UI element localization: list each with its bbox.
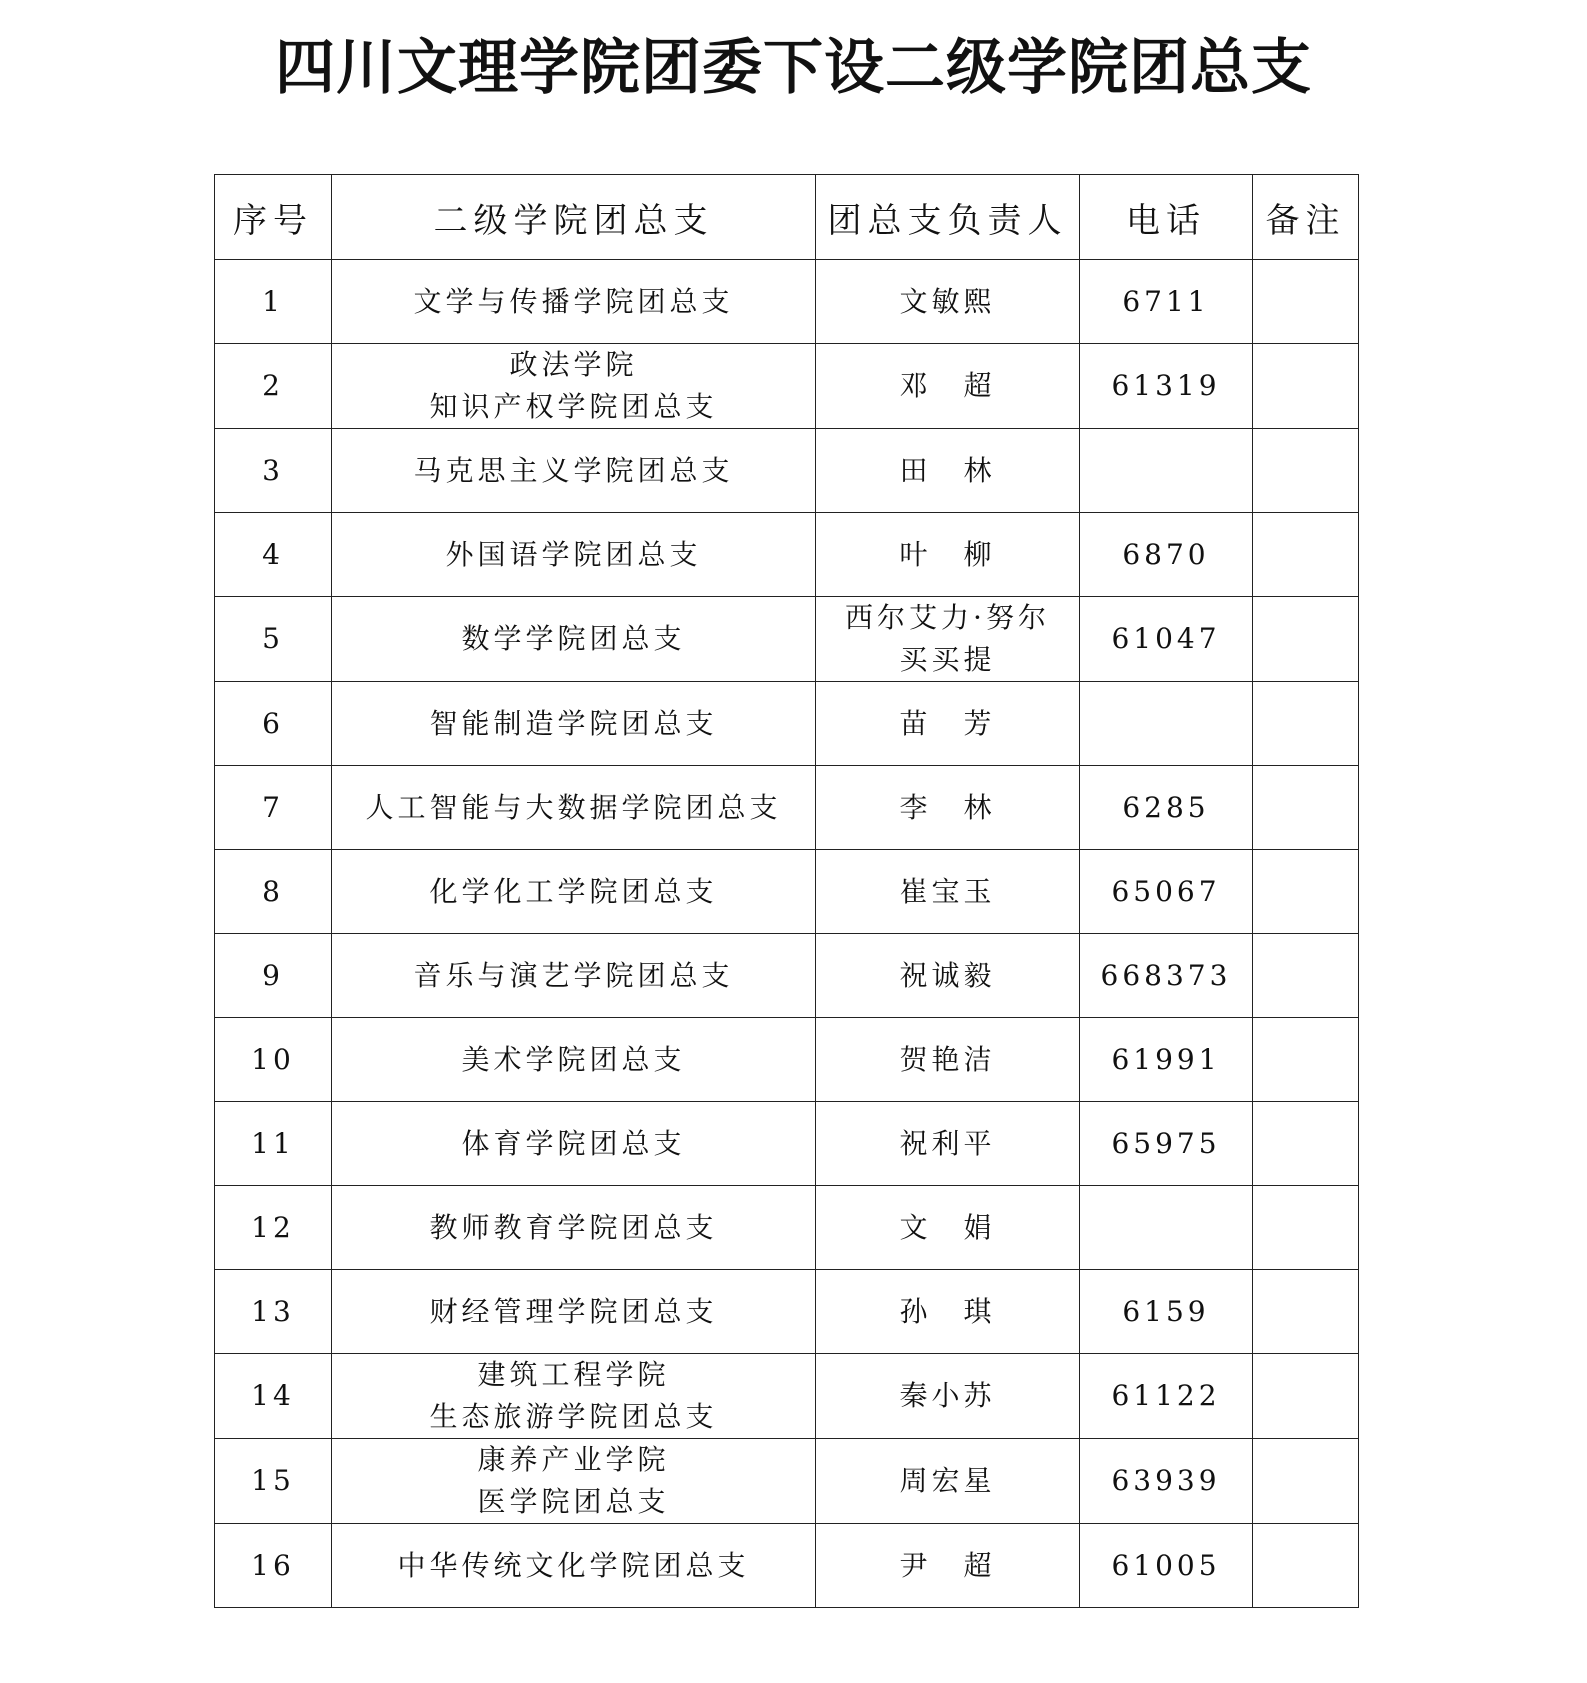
branch-name-cell — [332, 766, 816, 850]
table-row — [215, 766, 1359, 850]
table-row — [215, 850, 1359, 934]
table-row — [215, 1102, 1359, 1186]
branch-name-line: 知识产权学院团总支 — [429, 390, 718, 423]
branch-head-cell — [816, 1018, 1080, 1102]
row-number-cell: 3 — [215, 429, 332, 513]
row-number-cell: 6 — [215, 682, 332, 766]
phone-cell: 61005 — [1080, 1524, 1253, 1608]
note-cell — [1253, 260, 1359, 344]
table-row — [215, 934, 1359, 1018]
branch-head-line: 西尔艾力·努尔 — [845, 601, 1050, 634]
branch-name-line: 化学化工学院团总支 — [429, 874, 718, 908]
branch-name-line: 美术学院团总支 — [461, 1042, 686, 1076]
row-number-cell: 11 — [215, 1102, 332, 1186]
row-number-cell: 13 — [215, 1270, 332, 1354]
note-cell — [1253, 1439, 1359, 1524]
header-no: 序号 — [215, 175, 332, 260]
table-row — [215, 597, 1359, 682]
table-header-row — [215, 175, 1359, 260]
branch-head-cell — [816, 1186, 1080, 1270]
branch-name-line: 中华传统文化学院团总支 — [397, 1548, 750, 1582]
branch-head-cell — [816, 682, 1080, 766]
branch-head-line: 苗 芳 — [899, 706, 996, 740]
branch-head-line: 秦小苏 — [899, 1379, 996, 1412]
row-number-cell: 9 — [215, 934, 332, 1018]
branch-head-cell — [816, 934, 1080, 1018]
branch-name-cell — [332, 1270, 816, 1354]
row-number-cell: 4 — [215, 513, 332, 597]
header-head: 团总支负责人 — [816, 175, 1080, 260]
phone-cell: 6285 — [1080, 766, 1253, 850]
branch-name-cell — [332, 344, 816, 429]
phone-cell: 61047 — [1080, 597, 1253, 682]
branch-head-cell — [816, 1439, 1080, 1524]
phone-cell: 61991 — [1080, 1018, 1253, 1102]
branch-name-cell — [332, 597, 816, 682]
branch-head-line: 崔宝玉 — [899, 874, 996, 908]
table-row — [215, 682, 1359, 766]
table-row — [215, 1354, 1359, 1439]
branch-name-line: 音乐与演艺学院团总支 — [413, 958, 734, 992]
note-cell — [1253, 1524, 1359, 1608]
table-row — [215, 1186, 1359, 1270]
note-cell — [1253, 344, 1359, 429]
branch-name-cell — [332, 260, 816, 344]
branch-head-line: 叶 柳 — [899, 537, 996, 571]
document-title: 四川文理学院团委下设二级学院团总支 — [275, 33, 1312, 103]
branch-name-cell — [332, 1524, 816, 1608]
row-number-cell: 14 — [215, 1354, 332, 1439]
branch-name-cell — [332, 1354, 816, 1439]
note-cell — [1253, 1102, 1359, 1186]
header-note: 备注 — [1253, 175, 1359, 260]
branch-head-cell — [816, 429, 1080, 513]
branch-name-line: 医学院团总支 — [477, 1485, 670, 1518]
table-row — [215, 1439, 1359, 1524]
note-cell — [1253, 850, 1359, 934]
branch-head-line: 祝诚毅 — [899, 958, 996, 992]
branch-name-cell — [332, 1102, 816, 1186]
branch-name-line: 人工智能与大数据学院团总支 — [365, 790, 782, 824]
branch-head-line: 文敏熙 — [899, 284, 996, 318]
branch-head-line: 文 娟 — [899, 1210, 996, 1244]
table-row — [215, 1524, 1359, 1608]
branch-name-line: 政法学院 — [509, 348, 638, 381]
phone-cell — [1080, 429, 1253, 513]
note-cell — [1253, 513, 1359, 597]
phone-cell: 61319 — [1080, 344, 1253, 429]
table-row — [215, 1270, 1359, 1354]
table-row — [215, 513, 1359, 597]
branch-head-cell — [816, 260, 1080, 344]
branch-name-line: 建筑工程学院 — [477, 1358, 670, 1391]
note-cell — [1253, 597, 1359, 682]
branch-name-line: 外国语学院团总支 — [445, 537, 702, 571]
branch-name-cell — [332, 1018, 816, 1102]
branch-head-line: 周宏星 — [899, 1464, 996, 1497]
branch-name-line: 教师教育学院团总支 — [429, 1210, 718, 1244]
branch-name-cell — [332, 934, 816, 1018]
branch-head-cell — [816, 597, 1080, 682]
table-body — [215, 260, 1359, 1608]
note-cell — [1253, 1018, 1359, 1102]
row-number-cell: 15 — [215, 1439, 332, 1524]
branch-name-line: 数学学院团总支 — [461, 622, 686, 655]
note-cell — [1253, 1270, 1359, 1354]
branch-name-line: 体育学院团总支 — [461, 1126, 686, 1160]
table-row — [215, 429, 1359, 513]
row-number-cell: 10 — [215, 1018, 332, 1102]
branch-head-cell — [816, 513, 1080, 597]
branch-name-line: 马克思主义学院团总支 — [413, 453, 734, 487]
phone-cell: 61122 — [1080, 1354, 1253, 1439]
branch-head-cell — [816, 1270, 1080, 1354]
branch-name-line: 智能制造学院团总支 — [429, 706, 718, 740]
table-row — [215, 260, 1359, 344]
branch-head-line: 尹 超 — [899, 1548, 996, 1582]
header-phone: 电话 — [1080, 175, 1253, 260]
branch-head-cell — [816, 1102, 1080, 1186]
branch-head-line: 李 林 — [899, 790, 996, 824]
branch-name-cell — [332, 429, 816, 513]
branch-head-line: 买买提 — [899, 643, 996, 676]
row-number-cell: 2 — [215, 344, 332, 429]
branch-name-line: 生态旅游学院团总支 — [429, 1400, 718, 1433]
row-number-cell: 8 — [215, 850, 332, 934]
note-cell — [1253, 1354, 1359, 1439]
phone-cell: 6159 — [1080, 1270, 1253, 1354]
branch-roster-table — [214, 174, 1359, 1608]
row-number-cell: 5 — [215, 597, 332, 682]
row-number-cell: 16 — [215, 1524, 332, 1608]
table-row — [215, 1018, 1359, 1102]
branch-name-line: 康养产业学院 — [477, 1443, 670, 1476]
phone-cell — [1080, 682, 1253, 766]
table-row — [215, 344, 1359, 429]
branch-head-line: 田 林 — [899, 453, 996, 487]
branch-head-line: 邓 超 — [899, 369, 996, 402]
note-cell — [1253, 1186, 1359, 1270]
row-number-cell: 7 — [215, 766, 332, 850]
branch-head-cell — [816, 1354, 1080, 1439]
branch-name-line: 文学与传播学院团总支 — [413, 284, 734, 318]
phone-cell: 63939 — [1080, 1439, 1253, 1524]
branch-name-cell — [332, 682, 816, 766]
branch-name-cell — [332, 1186, 816, 1270]
row-number-cell: 1 — [215, 260, 332, 344]
note-cell — [1253, 766, 1359, 850]
branch-name-line: 财经管理学院团总支 — [429, 1294, 718, 1328]
phone-cell: 65067 — [1080, 850, 1253, 934]
row-number-cell: 12 — [215, 1186, 332, 1270]
branch-head-cell — [816, 850, 1080, 934]
note-cell — [1253, 429, 1359, 513]
branch-name-cell — [332, 1439, 816, 1524]
branch-head-line: 祝利平 — [899, 1126, 996, 1160]
branch-head-cell — [816, 766, 1080, 850]
branch-head-cell — [816, 344, 1080, 429]
branch-head-cell — [816, 1524, 1080, 1608]
phone-cell: 6711 — [1080, 260, 1253, 344]
phone-cell: 668373 — [1080, 934, 1253, 1018]
branch-name-cell — [332, 850, 816, 934]
header-branch: 二级学院团总支 — [332, 175, 816, 260]
phone-cell: 65975 — [1080, 1102, 1253, 1186]
note-cell — [1253, 934, 1359, 1018]
note-cell — [1253, 682, 1359, 766]
branch-name-cell — [332, 513, 816, 597]
phone-cell — [1080, 1186, 1253, 1270]
branch-head-line: 孙 琪 — [899, 1294, 996, 1328]
branch-head-line: 贺艳洁 — [899, 1042, 996, 1076]
phone-cell: 6870 — [1080, 513, 1253, 597]
